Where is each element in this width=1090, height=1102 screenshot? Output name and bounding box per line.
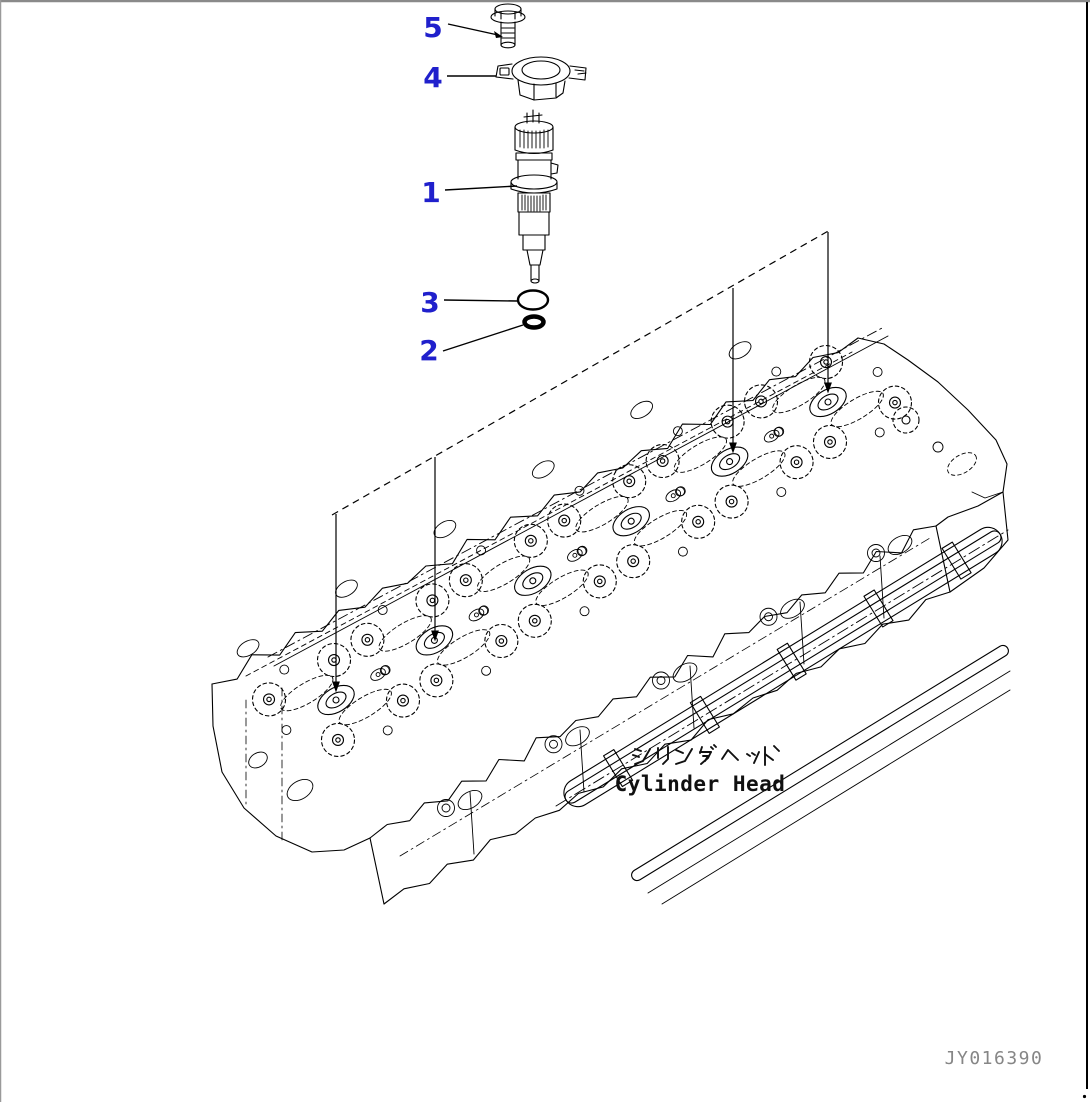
cylinder-head-drawing <box>212 327 1010 904</box>
callout-number-1[interactable]: 1 <box>421 176 441 209</box>
leader-line-5 <box>448 24 498 35</box>
callout-number-4[interactable]: 4 <box>423 61 443 94</box>
part-4-clamp-drawing <box>496 57 586 100</box>
callout-2 <box>419 325 523 367</box>
part-5-bolt-drawing <box>491 4 525 48</box>
leader-line-2 <box>443 325 523 351</box>
callout-number-3[interactable]: 3 <box>420 286 440 319</box>
sheet-border <box>1083 2 1087 1098</box>
callout-4 <box>423 61 496 94</box>
part-1-injector-drawing <box>511 110 558 283</box>
caption-japanese: シリンダヘッド <box>632 743 772 767</box>
projection-lines <box>332 230 831 691</box>
leader-arrow-5 <box>494 31 503 38</box>
projection-dashed-line <box>332 230 830 515</box>
caption-group <box>615 743 786 796</box>
callout-1 <box>421 176 517 209</box>
drawing-number: JY016390 <box>944 1048 1044 1069</box>
callout-number-2[interactable]: 2 <box>419 334 439 367</box>
leader-line-3 <box>444 300 517 301</box>
injector-position-lines <box>333 232 831 691</box>
callout-number-5[interactable]: 5 <box>423 11 443 44</box>
callout-3 <box>420 286 517 319</box>
caption-english: Cylinder Head <box>614 772 786 796</box>
part-2-seal-drawing <box>525 317 544 328</box>
part-3-oring-drawing <box>518 291 548 310</box>
leader-line-1 <box>445 186 517 190</box>
